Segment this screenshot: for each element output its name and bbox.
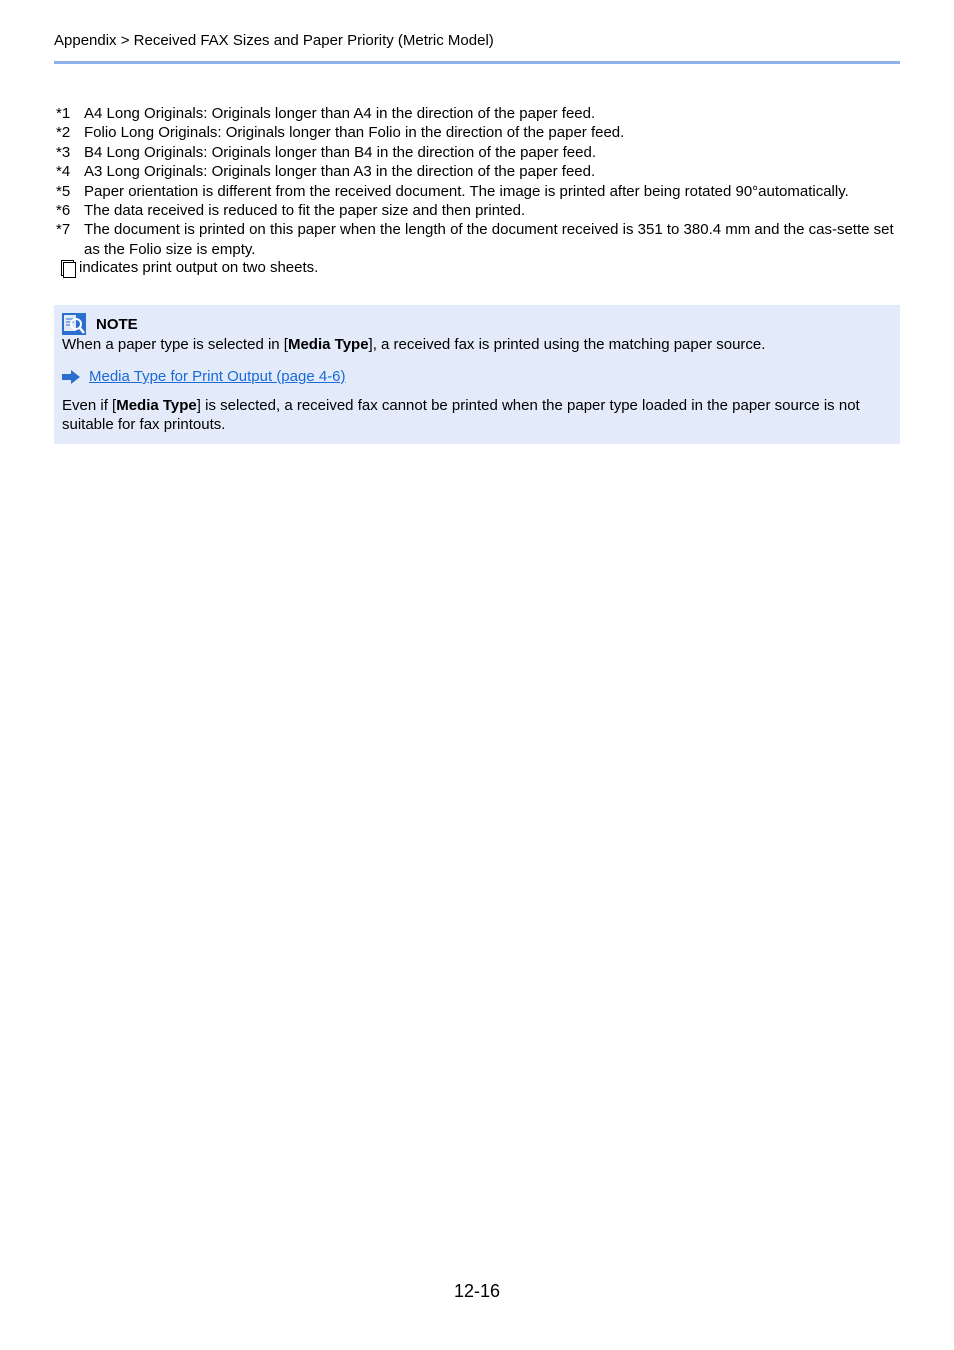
page-number: 12-16 — [453, 1281, 501, 1301]
footnote-text: Paper orientation is different from the received document. The image is printed after being rotated 90°automatically. — [84, 182, 849, 200]
two-sheets-text: indicates print output on two sheets. — [79, 259, 319, 276]
footnote-mark: *4 — [56, 163, 71, 181]
footnote-text: B4 Long Originals: Originals longer than B4 in the direction of the paper feed. — [84, 143, 596, 161]
footnote-mark: *3 — [56, 143, 71, 161]
footnote-text: A4 Long Originals: Originals longer than A4 in the direction of the paper feed. — [84, 105, 596, 122]
footnote-mark: *2 — [56, 124, 71, 142]
note-p1-before: When a paper type is selected in [ — [62, 336, 288, 353]
media-type-term: Media Type — [287, 336, 369, 353]
footnote-mark: *6 — [56, 202, 71, 220]
footnote-mark: *5 — [56, 182, 71, 200]
footnote-list — [54, 104, 904, 259]
footnote-text: A3 Long Originals: Originals longer than A3 in the direction of the paper feed. — [84, 163, 596, 181]
footnote-item — [54, 182, 904, 201]
media-type-link[interactable]: Media Type for Print Output (page 4-6) — [89, 368, 346, 385]
footnote-text: Folio Long Originals: Originals longer than Folio in the direction of the paper feed. — [84, 124, 625, 142]
note-box — [54, 305, 900, 444]
note-title: NOTE — [96, 315, 138, 333]
note-heading — [62, 313, 138, 335]
footnote-item — [54, 201, 904, 220]
media-type-term: Media Type — [116, 397, 197, 414]
header-divider — [54, 61, 900, 64]
footnote-item — [54, 104, 904, 123]
two-sheets-legend — [60, 258, 318, 277]
footnote-item — [54, 143, 904, 162]
note-paragraph — [62, 396, 892, 435]
footnote-text: The document is printed on this paper when the length of the document received is 351 to 380.4 mm and the cas-sette set as the Folio size is empty. — [84, 221, 894, 258]
note-magnifier-icon — [62, 313, 86, 335]
footnote-item — [54, 123, 904, 142]
footnote-text: The data received is reduced to fit the paper size and then printed. — [84, 202, 526, 220]
cross-reference — [62, 367, 346, 386]
two-sheets-icon — [60, 259, 76, 277]
note-paragraph — [62, 335, 765, 354]
note-p1-after: ], a received fax is printed using the matching paper source. — [368, 336, 766, 353]
footnote-mark: *1 — [56, 105, 71, 122]
arrow-right-icon — [62, 370, 80, 384]
footnote-mark: *7 — [56, 221, 71, 239]
footnote-item — [54, 220, 904, 259]
note-p2-before: Even if [ — [62, 397, 117, 414]
footnote-item — [54, 162, 904, 181]
note-p2-after: ] is selected, a received fax cannot be printed when the paper type loaded in the paper source is not suitable for fax printouts. — [62, 397, 860, 434]
page-breadcrumb: Appendix > Received FAX Sizes and Paper Priority (Metric Model) — [54, 32, 494, 49]
